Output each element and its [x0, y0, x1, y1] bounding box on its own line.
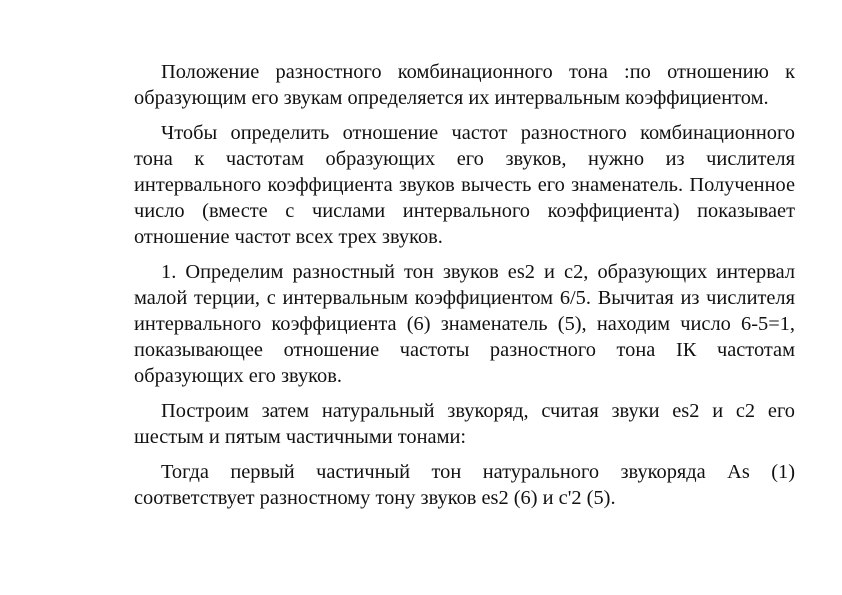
paragraph-3: 1. Определим разностный тон звуков es2 и c2, образующих интервал малой терции, с интервальным коэффициентом 6/5. Вычитая из числителя интервального коэффициента (6) знаменатель (5), находим число 6-5=1, показывающее отношение частоты разностного тона IК частотам образующих его звуков.	[134, 261, 795, 387]
paragraph-1: Положение разностного комбинационного тона :по отношению к образующим его звукам определяется их интервальным коэффициентом.	[134, 61, 795, 109]
text-body	[134, 59, 795, 520]
paragraph-2: Чтобы определить отношение частот разностного комбинационного тона к частотам образующих его звуков, нужно из числителя интервального коэффициента звуков вычесть его знаменатель. Полученное число (вместе с числами интервального коэффициента) показывает отношение частот всех трех звуков.	[134, 122, 795, 248]
paragraph-4: Построим затем натуральный звукоряд, считая звуки es2 и c2 его шестым и пятым частичными тонами:	[134, 400, 795, 448]
paragraph-5: Тогда первый частичный тон натурального звукоряда As (1) соответствует разностному тону звуков es2 (6) и c'2 (5).	[134, 461, 795, 509]
